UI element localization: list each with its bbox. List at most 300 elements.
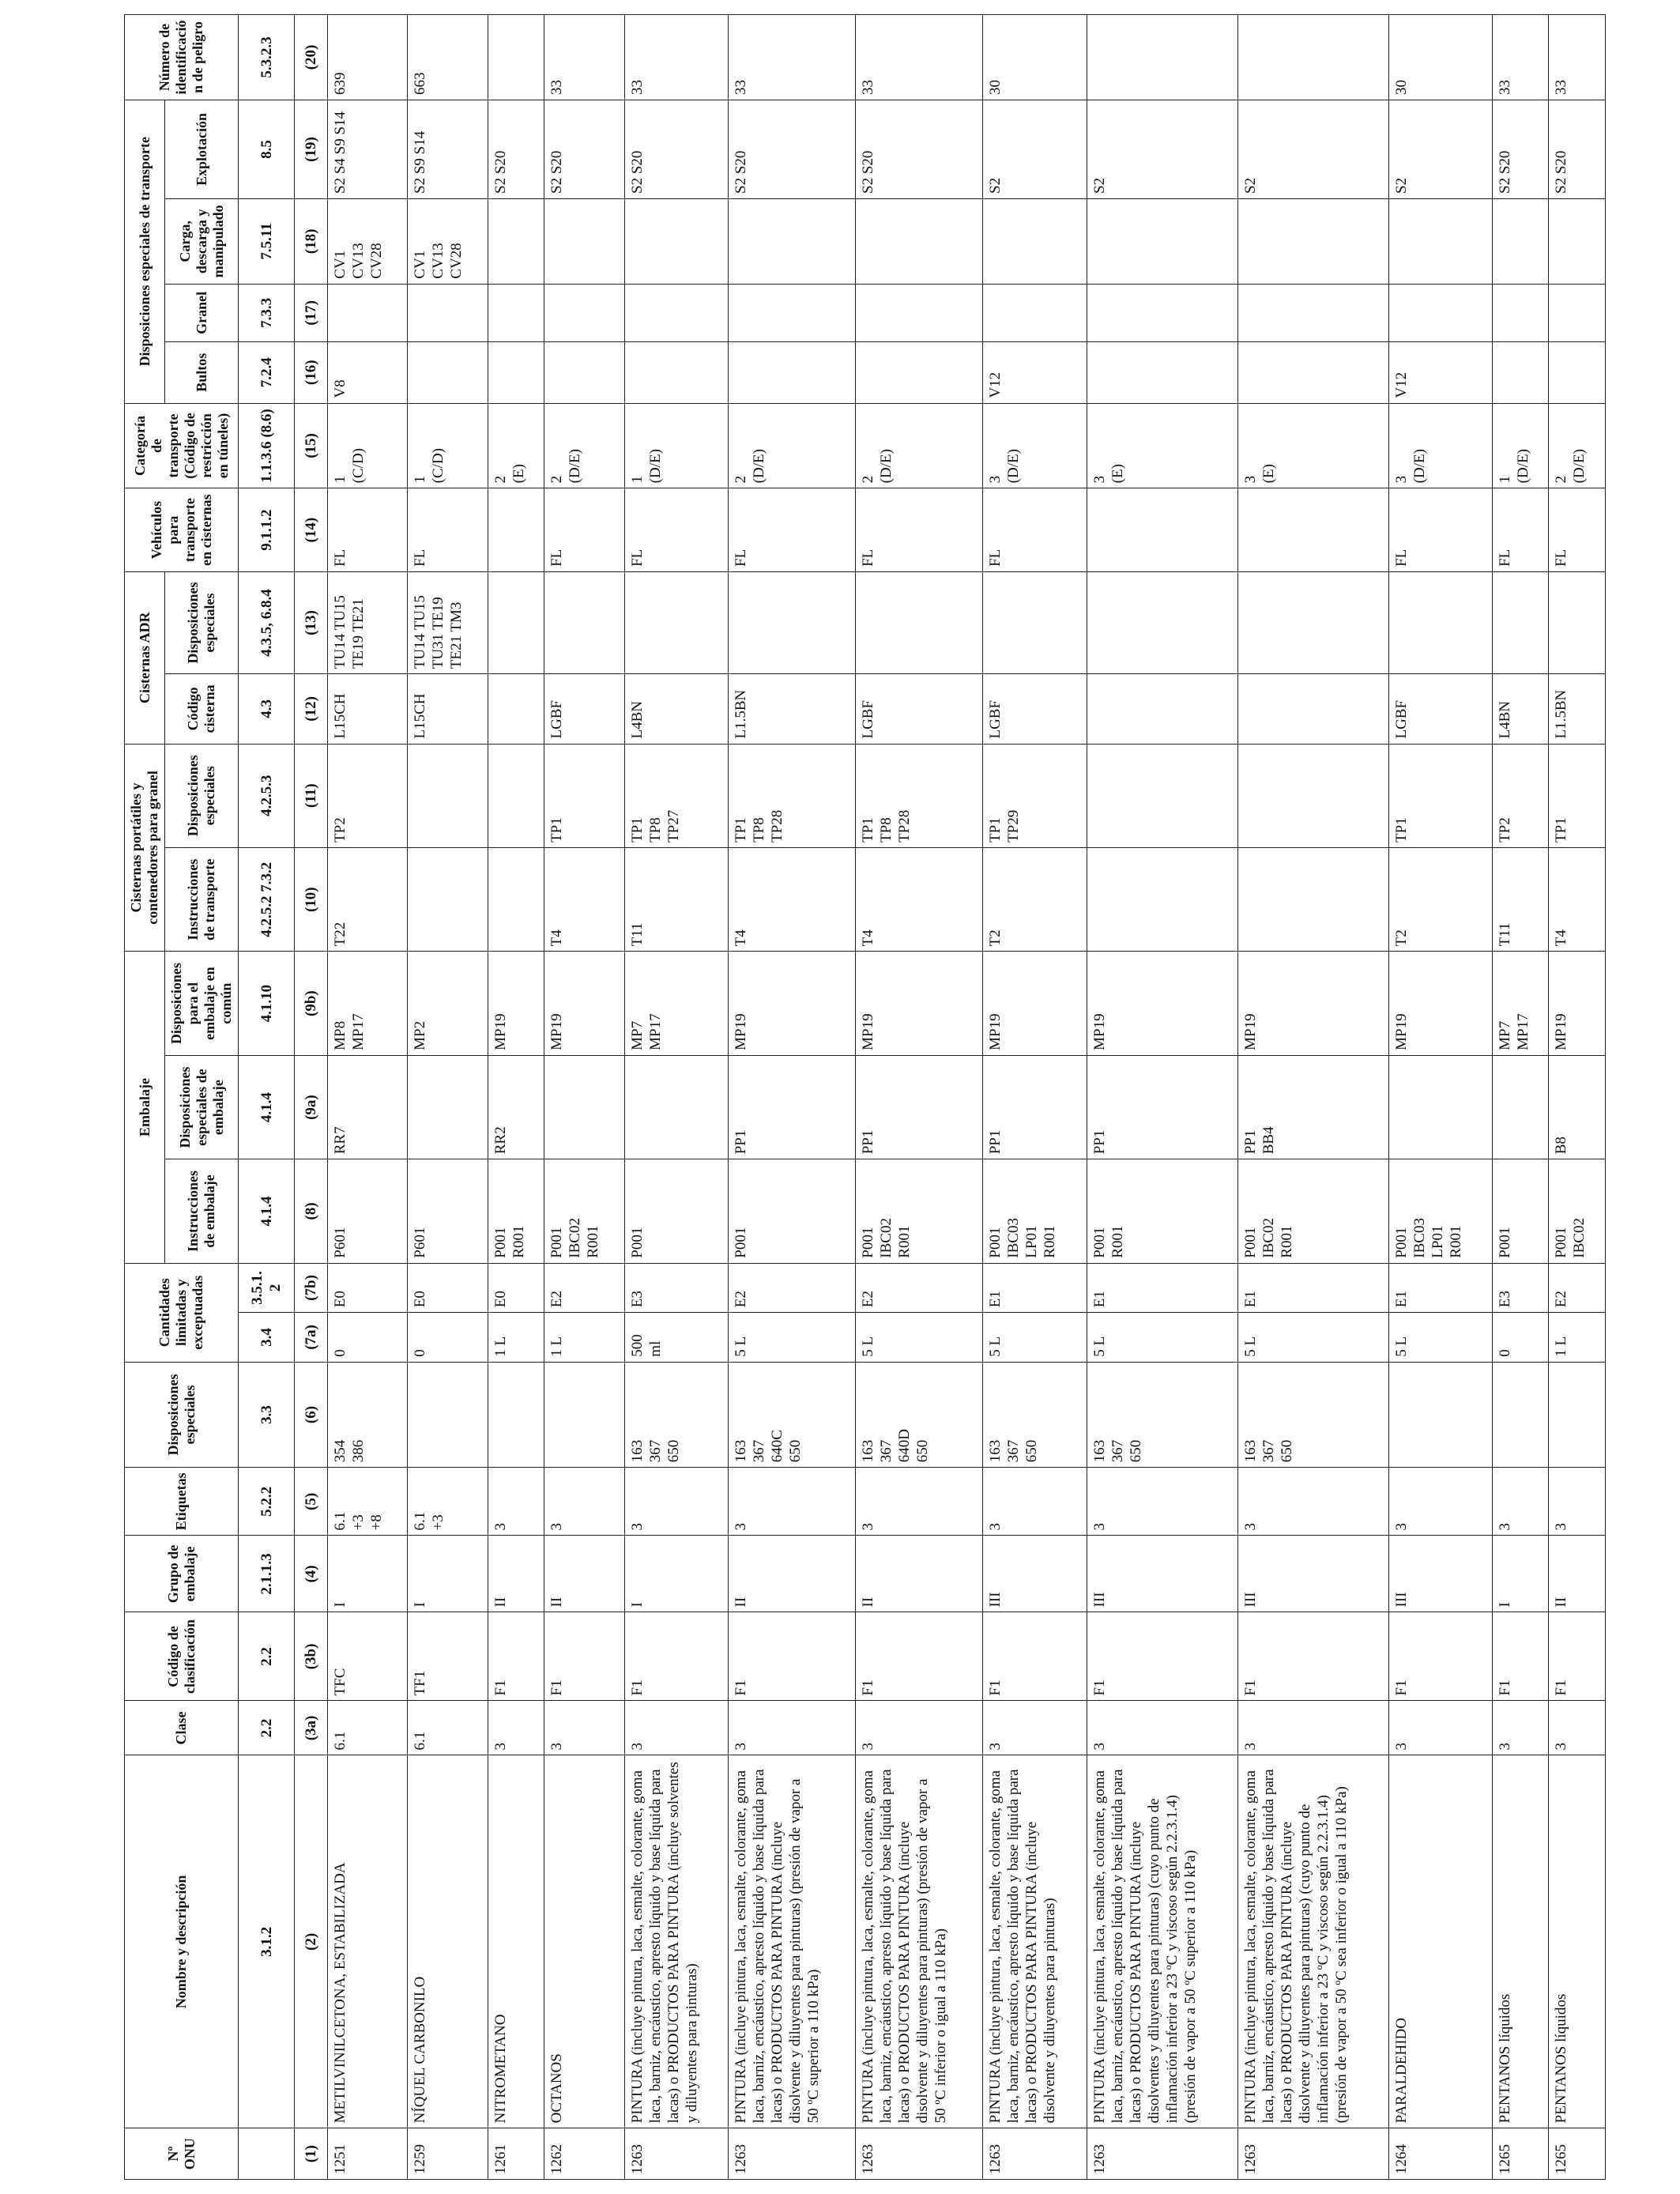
table-cell: T22	[328, 847, 408, 951]
name-cell: PENTANOS líquidos	[1549, 1755, 1606, 2128]
table-cell: 639	[328, 15, 408, 100]
table-cell: P001 IBC02 R001	[1237, 1159, 1388, 1263]
table-cell: E1	[1237, 1263, 1388, 1312]
table-cell: S2	[1087, 100, 1237, 198]
table-cell: II	[856, 1536, 983, 1612]
table-cell: PP1	[728, 1055, 855, 1159]
table-cell	[624, 1055, 728, 1159]
table-cell: 3.5.1.2	[239, 1263, 295, 1312]
table-cell: MP19	[983, 952, 1087, 1055]
table-cell	[488, 847, 544, 951]
table-cell	[983, 571, 1087, 673]
table-cell	[856, 342, 983, 404]
header-name: Nombre y descripción	[125, 1755, 239, 2128]
table-cell: T4	[544, 847, 624, 951]
table-cell: F1	[728, 1612, 855, 1701]
table-cell: MP19	[856, 952, 983, 1055]
table-cell	[488, 1362, 544, 1468]
table-cell: T4	[856, 847, 983, 951]
name-cell: NITROMETANO	[488, 1755, 544, 2128]
table-cell	[1087, 488, 1237, 572]
table-cell: F1	[1549, 1612, 1606, 1701]
table-cell	[1549, 284, 1606, 341]
table-cell: 6.1 +3 +8	[328, 1468, 408, 1536]
table-cell: TP1	[1549, 744, 1606, 847]
table-cell: (6)	[295, 1362, 328, 1468]
table-cell	[408, 342, 488, 404]
table-cell	[1087, 199, 1237, 285]
table-cell: 3 (D/E)	[983, 403, 1087, 488]
table-cell	[624, 571, 728, 673]
table-cell: E2	[728, 1263, 855, 1312]
table-cell: 2 (D/E)	[856, 403, 983, 488]
table-row	[983, 15, 1087, 2180]
table-cell	[1492, 571, 1548, 673]
table-cell: 1 L	[488, 1313, 544, 1362]
table-cell: I	[328, 1536, 408, 1612]
table-cell: 1 (C/D)	[408, 403, 488, 488]
table-cell: E2	[856, 1263, 983, 1312]
table-cell: P001	[728, 1159, 855, 1263]
header-transport-provisions: Disposiciones especiales de transporte	[125, 100, 165, 403]
table-cell: 3	[1388, 1701, 1492, 1755]
table-cell: T4	[728, 847, 855, 951]
table-cell	[624, 284, 728, 341]
table-cell: T11	[1492, 847, 1548, 951]
table-cell: S2 S20	[488, 100, 544, 198]
table-cell: PP1 BB4	[1237, 1055, 1388, 1159]
table-cell: F1	[856, 1612, 983, 1701]
table-cell: P001 IBC03 LP01 R001	[983, 1159, 1087, 1263]
table-cell: 4.1.10	[239, 952, 295, 1055]
table-cell: TU14 TU15 TE19 TE21	[328, 571, 408, 673]
table-row	[328, 15, 408, 2180]
table-cell: (7a)	[295, 1313, 328, 1362]
table-cell: (13)	[295, 571, 328, 673]
table-cell: (10)	[295, 847, 328, 951]
table-cell: 163 367 650	[1087, 1362, 1237, 1468]
table-cell	[408, 1362, 488, 1468]
un-number-cell: 1262	[544, 2128, 624, 2180]
table-cell: III	[1087, 1536, 1237, 1612]
table-cell: (9a)	[295, 1055, 328, 1159]
table-cell: 3	[624, 1701, 728, 1755]
table-cell	[1549, 571, 1606, 673]
name-cell: PENTANOS líquidos	[1492, 1755, 1548, 2128]
table-cell: 0	[1492, 1313, 1548, 1362]
table-cell: E0	[328, 1263, 408, 1312]
table-row	[488, 15, 544, 2180]
table-cell: 3	[1237, 1468, 1388, 1536]
table-cell: P601	[328, 1159, 408, 1263]
table-cell	[488, 744, 544, 847]
table-cell: 1 (D/E)	[624, 403, 728, 488]
table-cell: F1	[488, 1612, 544, 1701]
table-cell: FL	[624, 488, 728, 572]
table-cell: S2 S9 S14	[408, 100, 488, 198]
table-cell	[1087, 744, 1237, 847]
table-cell: (9b)	[295, 952, 328, 1055]
table-cell: 3.4	[239, 1313, 295, 1362]
table-cell: 6.1	[328, 1701, 408, 1755]
table-row	[1237, 15, 1388, 2180]
table-cell: FL	[408, 488, 488, 572]
table-cell: II	[728, 1536, 855, 1612]
table-cell: FL	[328, 488, 408, 572]
table-cell: P001 IBC02 R001	[544, 1159, 624, 1263]
header-granel: Granel	[165, 284, 239, 341]
table-cell: MP7 MP17	[624, 952, 728, 1055]
header-portable-tanks: Cisternas portátiles y contenedores para granel	[125, 744, 165, 952]
header-hazard-number: Número de identificación de peligro	[125, 15, 239, 100]
table-cell: 1 (D/E)	[1492, 403, 1548, 488]
table-cell: 3.3	[239, 1362, 295, 1468]
table-cell: LGBF	[1388, 674, 1492, 744]
table-cell: 3 (E)	[1087, 403, 1237, 488]
table-cell: CV1 CV13 CV28	[328, 199, 408, 285]
table-cell: 5 L	[1087, 1313, 1237, 1362]
table-cell: III	[1388, 1536, 1492, 1612]
table-cell	[856, 199, 983, 285]
table-cell: 163 367 640C 650	[728, 1362, 855, 1468]
table-cell: 4.3	[239, 674, 295, 744]
table-cell: 4.1.4	[239, 1159, 295, 1263]
table-cell: 2 (D/E)	[728, 403, 855, 488]
table-cell: MP19	[1388, 952, 1492, 1055]
table-cell: E1	[1087, 1263, 1237, 1312]
table-cell: L1.5BN	[1549, 674, 1606, 744]
table-cell: TP1 TP8 TP28	[728, 744, 855, 847]
table-cell: 2.2	[239, 1612, 295, 1701]
table-cell: 163 367 650	[1237, 1362, 1388, 1468]
table-cell: 3	[983, 1468, 1087, 1536]
name-cell: NÍQUEL CARBONILO	[408, 1755, 488, 2128]
table-cell: (1)	[295, 2128, 328, 2180]
table-cell	[544, 1362, 624, 1468]
table-cell: 30	[1388, 15, 1492, 100]
table-cell: 500 ml	[624, 1313, 728, 1362]
table-cell: 3 (E)	[1237, 403, 1388, 488]
table-cell: PP1	[856, 1055, 983, 1159]
table-cell: TP2	[1492, 744, 1548, 847]
header-transport-category: Categoría de transporte (Código de restricción en túneles)	[125, 403, 239, 488]
header-tank-special-provisions: Disposiciones especiales	[165, 571, 239, 673]
table-cell: 3 (D/E)	[1388, 403, 1492, 488]
table-cell: 4.3.5, 6.8.4	[239, 571, 295, 673]
table-cell: F1	[544, 1612, 624, 1701]
table-cell: 163 367 650	[983, 1362, 1087, 1468]
table-cell: FL	[1492, 488, 1548, 572]
table-cell	[328, 284, 408, 341]
table-cell: (7b)	[295, 1263, 328, 1312]
header-class: Clase	[125, 1701, 239, 1755]
table-cell: P001 IBC03 LP01 R001	[1388, 1159, 1492, 1263]
table-cell: 3	[856, 1701, 983, 1755]
table-cell	[1492, 1055, 1548, 1159]
table-cell: I	[624, 1536, 728, 1612]
name-cell: PINTURA (incluye pintura, laca, esmalte, colorante, goma laca, barniz, encáustico, apresto líquido y base líquida para lacas) o PRODUCTOS PARA PINTURA (incluye disolventes y diluyentes para pinturas) (cuyo punto de inflamación inferior a 23 ºC y viscoso según 2.2.3.1.4) (presión de vapor a 50 ºC superior a 110 kPa)	[1087, 1755, 1237, 2128]
header-tank-vehicles: Vehículos para transporte en cisternas	[125, 488, 239, 572]
table-cell	[544, 199, 624, 285]
table-cell	[1388, 1055, 1492, 1159]
table-row	[1388, 15, 1492, 2180]
table-cell: PP1	[983, 1055, 1087, 1159]
table-cell: II	[488, 1536, 544, 1612]
header-operation: Explotación	[165, 100, 239, 198]
table-cell: 33	[544, 15, 624, 100]
table-cell: (14)	[295, 488, 328, 572]
table-cell: P001	[1492, 1159, 1548, 1263]
table-cell: P001 R001	[1087, 1159, 1237, 1263]
table-cell: 30	[983, 15, 1087, 100]
table-cell: (11)	[295, 744, 328, 847]
table-cell: FL	[983, 488, 1087, 572]
column-number-row	[295, 15, 328, 2180]
table-cell: I	[408, 1536, 488, 1612]
un-number-cell: 1263	[1087, 2128, 1237, 2180]
table-cell	[1388, 284, 1492, 341]
table-cell	[1549, 199, 1606, 285]
table-cell: CV1 CV13 CV28	[408, 199, 488, 285]
table-cell: 5.2.2	[239, 1468, 295, 1536]
table-cell	[1237, 199, 1388, 285]
section-ref-row	[239, 15, 295, 2180]
table-cell: 2.1.1.3	[239, 1536, 295, 1612]
table-cell: P001	[624, 1159, 728, 1263]
table-cell: E1	[983, 1263, 1087, 1312]
table-cell: 5 L	[728, 1313, 855, 1362]
table-cell: 3	[728, 1701, 855, 1755]
table-cell: LGBF	[856, 674, 983, 744]
table-cell: 1 (C/D)	[328, 403, 408, 488]
table-cell: III	[1237, 1536, 1388, 1612]
un-number-cell: 1263	[1237, 2128, 1388, 2180]
table-cell: S2 S4 S9 S14	[328, 100, 408, 198]
table-cell	[488, 284, 544, 341]
table-cell: (15)	[295, 403, 328, 488]
table-cell: TP2	[328, 744, 408, 847]
name-cell: OCTANOS	[544, 1755, 624, 2128]
table-cell: V8	[328, 342, 408, 404]
table-cell: P001 R001	[488, 1159, 544, 1263]
table-cell: (19)	[295, 100, 328, 198]
header-tank-instructions: Instrucciones de transporte	[165, 847, 239, 951]
table-cell	[544, 342, 624, 404]
table-cell	[1237, 15, 1388, 100]
table-cell	[728, 571, 855, 673]
table-cell	[488, 488, 544, 572]
table-cell: RR2	[488, 1055, 544, 1159]
table-cell: 0	[328, 1313, 408, 1362]
table-cell	[408, 284, 488, 341]
table-cell: TFC	[328, 1612, 408, 1701]
table-cell: MP8 MP17	[328, 952, 408, 1055]
table-cell: S2 S20	[1492, 100, 1548, 198]
name-cell: PINTURA (incluye pintura, laca, esmalte, colorante, goma laca, barniz, encáustico, apresto líquido y base líquida para lacas) o PRODUCTOS PARA PINTURA (incluye disolvente y diluyentes para pinturas)	[983, 1755, 1087, 2128]
table-row	[1549, 15, 1606, 2180]
table-cell: FL	[1549, 488, 1606, 572]
un-number-cell: 1263	[624, 2128, 728, 2180]
table-cell: 3	[1087, 1468, 1237, 1536]
table-cell: V12	[1388, 342, 1492, 404]
un-number-cell: 1259	[408, 2128, 488, 2180]
header-tank-special: Disposiciones especiales	[165, 744, 239, 847]
table-cell	[1087, 15, 1237, 100]
table-cell: 33	[624, 15, 728, 100]
table-cell: B8	[1549, 1055, 1606, 1159]
table-cell	[488, 571, 544, 673]
table-cell: E2	[1549, 1263, 1606, 1312]
table-cell	[488, 674, 544, 744]
table-cell	[408, 1055, 488, 1159]
table-cell: 2.2	[239, 1701, 295, 1755]
table-cell: P001 IBC02	[1549, 1159, 1606, 1263]
table-cell	[1492, 199, 1548, 285]
table-row	[544, 15, 624, 2180]
table-cell: S2 S20	[856, 100, 983, 198]
table-cell: E0	[488, 1263, 544, 1312]
table-cell	[983, 284, 1087, 341]
table-cell: 5 L	[1237, 1313, 1388, 1362]
table-cell: 0	[408, 1313, 488, 1362]
table-cell: (2)	[295, 1755, 328, 2128]
table-cell: MP19	[488, 952, 544, 1055]
un-number-cell: 1265	[1492, 2128, 1548, 2180]
table-cell	[408, 847, 488, 951]
header-loading: Carga, descarga y manipulado	[165, 199, 239, 285]
table-cell	[1549, 1362, 1606, 1468]
table-cell	[544, 1055, 624, 1159]
table-cell	[488, 342, 544, 404]
table-cell: TP1 TP8 TP28	[856, 744, 983, 847]
table-cell: E0	[408, 1263, 488, 1312]
table-cell	[488, 199, 544, 285]
table-cell: III	[983, 1536, 1087, 1612]
table-cell: MP19	[1237, 952, 1388, 1055]
table-cell: L1.5BN	[728, 674, 855, 744]
table-cell: TP1	[544, 744, 624, 847]
un-number-cell: 1263	[728, 2128, 855, 2180]
table-cell: 3	[624, 1468, 728, 1536]
table-cell: (12)	[295, 674, 328, 744]
table-cell: 3	[856, 1468, 983, 1536]
table-cell: 3	[1492, 1468, 1548, 1536]
table-cell: PP1	[1087, 1055, 1237, 1159]
table-cell: (5)	[295, 1468, 328, 1536]
table-cell: II	[544, 1536, 624, 1612]
table-cell	[408, 744, 488, 847]
table-cell	[1237, 488, 1388, 572]
table-cell: 3	[728, 1468, 855, 1536]
un-number-cell: 1261	[488, 2128, 544, 2180]
table-cell: FL	[544, 488, 624, 572]
table-cell: 33	[1492, 15, 1548, 100]
table-row	[1492, 15, 1548, 2180]
table-cell	[856, 284, 983, 341]
table-cell: L15CH	[408, 674, 488, 744]
table-cell: L15CH	[328, 674, 408, 744]
table-cell: 1.1.3.6 (8.6)	[239, 403, 295, 488]
table-cell: S2 S20	[728, 100, 855, 198]
table-cell: 4.2.5.2 7.3.2	[239, 847, 295, 951]
table-cell: 5 L	[983, 1313, 1087, 1362]
table-row	[856, 15, 983, 2180]
table-cell: F1	[1492, 1612, 1548, 1701]
header-packaging: Embalaje	[125, 952, 165, 1263]
table-cell: (4)	[295, 1536, 328, 1612]
table-cell	[1492, 1362, 1548, 1468]
table-cell: (16)	[295, 342, 328, 404]
table-cell: 3	[1549, 1468, 1606, 1536]
table-cell: S2	[1237, 100, 1388, 198]
table-cell: 3	[1087, 1701, 1237, 1755]
table-cell: MP7 MP17	[1492, 952, 1548, 1055]
header-mixed-packing: Disposiciones para el embalaje en común	[165, 952, 239, 1055]
table-cell	[1388, 571, 1492, 673]
table-cell	[1087, 847, 1237, 951]
table-cell: 663	[408, 15, 488, 100]
table-cell: 6.1	[408, 1701, 488, 1755]
name-cell: METILVINILCETONA, ESTABILIZADA	[328, 1755, 408, 2128]
table-cell: 8.5	[239, 100, 295, 198]
table-cell: 3	[1549, 1701, 1606, 1755]
table-cell	[1087, 342, 1237, 404]
table-cell	[624, 199, 728, 285]
table-cell: 163 367 650	[624, 1362, 728, 1468]
table-cell: 5.3.2.3	[239, 15, 295, 100]
table-cell: FL	[1388, 488, 1492, 572]
table-cell: T4	[1549, 847, 1606, 951]
table-cell	[728, 284, 855, 341]
table-cell: S2 S20	[1549, 100, 1606, 198]
table-cell: 1 L	[544, 1313, 624, 1362]
table-cell: S2 S20	[544, 100, 624, 198]
table-cell	[983, 199, 1087, 285]
table-row	[1087, 15, 1237, 2180]
table-cell: MP2	[408, 952, 488, 1055]
name-cell: PINTURA (incluye pintura, laca, esmalte, colorante, goma laca, barniz, encáustico, apresto líquido y base líquida para lacas) o PRODUCTOS PARA PINTURA (incluye solventes y diluyentes para pinturas)	[624, 1755, 728, 2128]
table-cell: 3	[1388, 1468, 1492, 1536]
table-cell: FL	[728, 488, 855, 572]
table-cell: 1 L	[1549, 1313, 1606, 1362]
name-cell: PINTURA (incluye pintura, laca, esmalte, colorante, goma laca, barniz, encáustico, apresto líquido y base líquida para lacas) o PRODUCTOS PARA PINTURA (incluye disolvente y diluyentes para pinturas) (presión de vapor a 50 ºC superior a 110 kPa)	[728, 1755, 855, 2128]
table-cell: 5 L	[1388, 1313, 1492, 1362]
table-cell: E3	[1492, 1263, 1548, 1312]
table-cell	[1492, 342, 1548, 404]
table-cell	[1492, 284, 1548, 341]
table-cell: F1	[624, 1612, 728, 1701]
table-cell: 33	[1549, 15, 1606, 100]
table-cell: (17)	[295, 284, 328, 341]
table-cell	[728, 199, 855, 285]
table-cell: LGBF	[983, 674, 1087, 744]
un-number-cell: 1263	[983, 2128, 1087, 2180]
table-cell: P001 IBC02 R001	[856, 1159, 983, 1263]
header-special-provisions: Disposiciones especiales	[125, 1362, 239, 1468]
name-cell: PINTURA (incluye pintura, laca, esmalte, colorante, goma laca, barniz, encáustico, apresto líquido y base líquida para lacas) o PRODUCTOS PARA PINTURA (incluye disolvente y diluyentes para pinturas) (cuyo punto de inflamación inferior a 23 ºC y viscoso según 2.2.3.1.4) (presión de vapor a 50 ºC sea inferior o igual a 110 kPa)	[1237, 1755, 1388, 2128]
table-cell	[624, 342, 728, 404]
table-cell: V12	[983, 342, 1087, 404]
table-cell: 7.3.3	[239, 284, 295, 341]
table-cell: F1	[1087, 1612, 1237, 1701]
table-cell: TP1 TP8 TP27	[624, 744, 728, 847]
table-cell: 3	[544, 1701, 624, 1755]
table-cell	[239, 2128, 295, 2180]
table-cell: 3	[983, 1701, 1087, 1755]
rotated-page	[124, 14, 1606, 2180]
table-cell: F1	[983, 1612, 1087, 1701]
table-cell: 4.2.5.3	[239, 744, 295, 847]
